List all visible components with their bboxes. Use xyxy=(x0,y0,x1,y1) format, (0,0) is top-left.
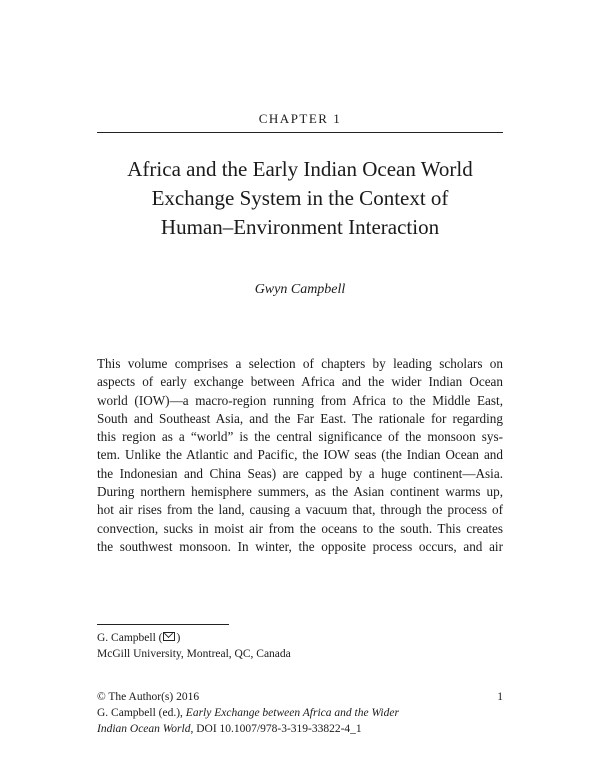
body-line: South and Southeast Asia, and the Far East. The rationale for regarding xyxy=(97,410,503,426)
page-number: 1 xyxy=(497,691,503,703)
body-line: this region as a “world” is the central significance of the monsoon sys- xyxy=(97,429,503,445)
doi[interactable]: , DOI 10.1007/978-3-319-33822-4_1 xyxy=(190,723,362,735)
body-line: During northern hemisphere summers, as the Asian continent warms up, xyxy=(97,484,503,500)
citation-line xyxy=(97,721,503,737)
body-line: the southwest monsoon. In winter, the opposite process occurs, and air xyxy=(97,538,503,554)
footnote-author-close: ) xyxy=(176,632,181,644)
author-name: Gwyn Campbell xyxy=(254,282,346,297)
book-title-part2: Indian Ocean World xyxy=(97,723,191,735)
footnote-author-line xyxy=(97,630,291,646)
title-line: Exchange System in the Context of xyxy=(151,186,449,210)
citation-prefix: G. Campbell (ed.), xyxy=(97,707,186,719)
title-line: Human–Environment Interaction xyxy=(160,215,440,239)
body-line: world (IOW)—a macro-region running from Africa to the Middle East, xyxy=(97,392,503,408)
footnote-affiliation: McGill University, Montreal, QC, Canada xyxy=(97,648,291,660)
body-line: This volume comprises a selection of chapters by leading scholars on xyxy=(97,356,503,371)
body-line: the Indonesian and China Seas) are capped by a huge continent—Asia. xyxy=(97,465,503,481)
body-line: tem. Unlike the Atlantic and Pacific, the IOW seas (the Indian Ocean and xyxy=(97,447,503,463)
book-title-part1: Early Exchange between Africa and the Wider xyxy=(185,707,399,719)
copyright-line: © The Author(s) 2016 xyxy=(97,691,200,703)
body-line: hot air rises from the land, causing a vacuum that, through the process of xyxy=(97,502,503,518)
footnote-divider xyxy=(97,624,229,625)
copyright-block xyxy=(97,689,503,737)
chapter-label: CHAPTER 1 xyxy=(258,111,342,126)
body-line: aspects of early exchange between Africa and the wider Indian Ocean xyxy=(97,374,503,390)
chapter-divider xyxy=(97,132,503,133)
title-line: Africa and the Early Indian Ocean World xyxy=(127,157,473,181)
author-footnote xyxy=(97,630,291,662)
citation-line xyxy=(97,705,503,721)
chapter-title xyxy=(60,155,540,242)
footnote-author: G. Campbell ( xyxy=(97,632,163,644)
body-paragraph xyxy=(97,355,503,556)
body-line: convection, sucks in moist air from the oceans to the south. This creates xyxy=(97,520,503,536)
envelope-icon[interactable] xyxy=(163,632,175,641)
